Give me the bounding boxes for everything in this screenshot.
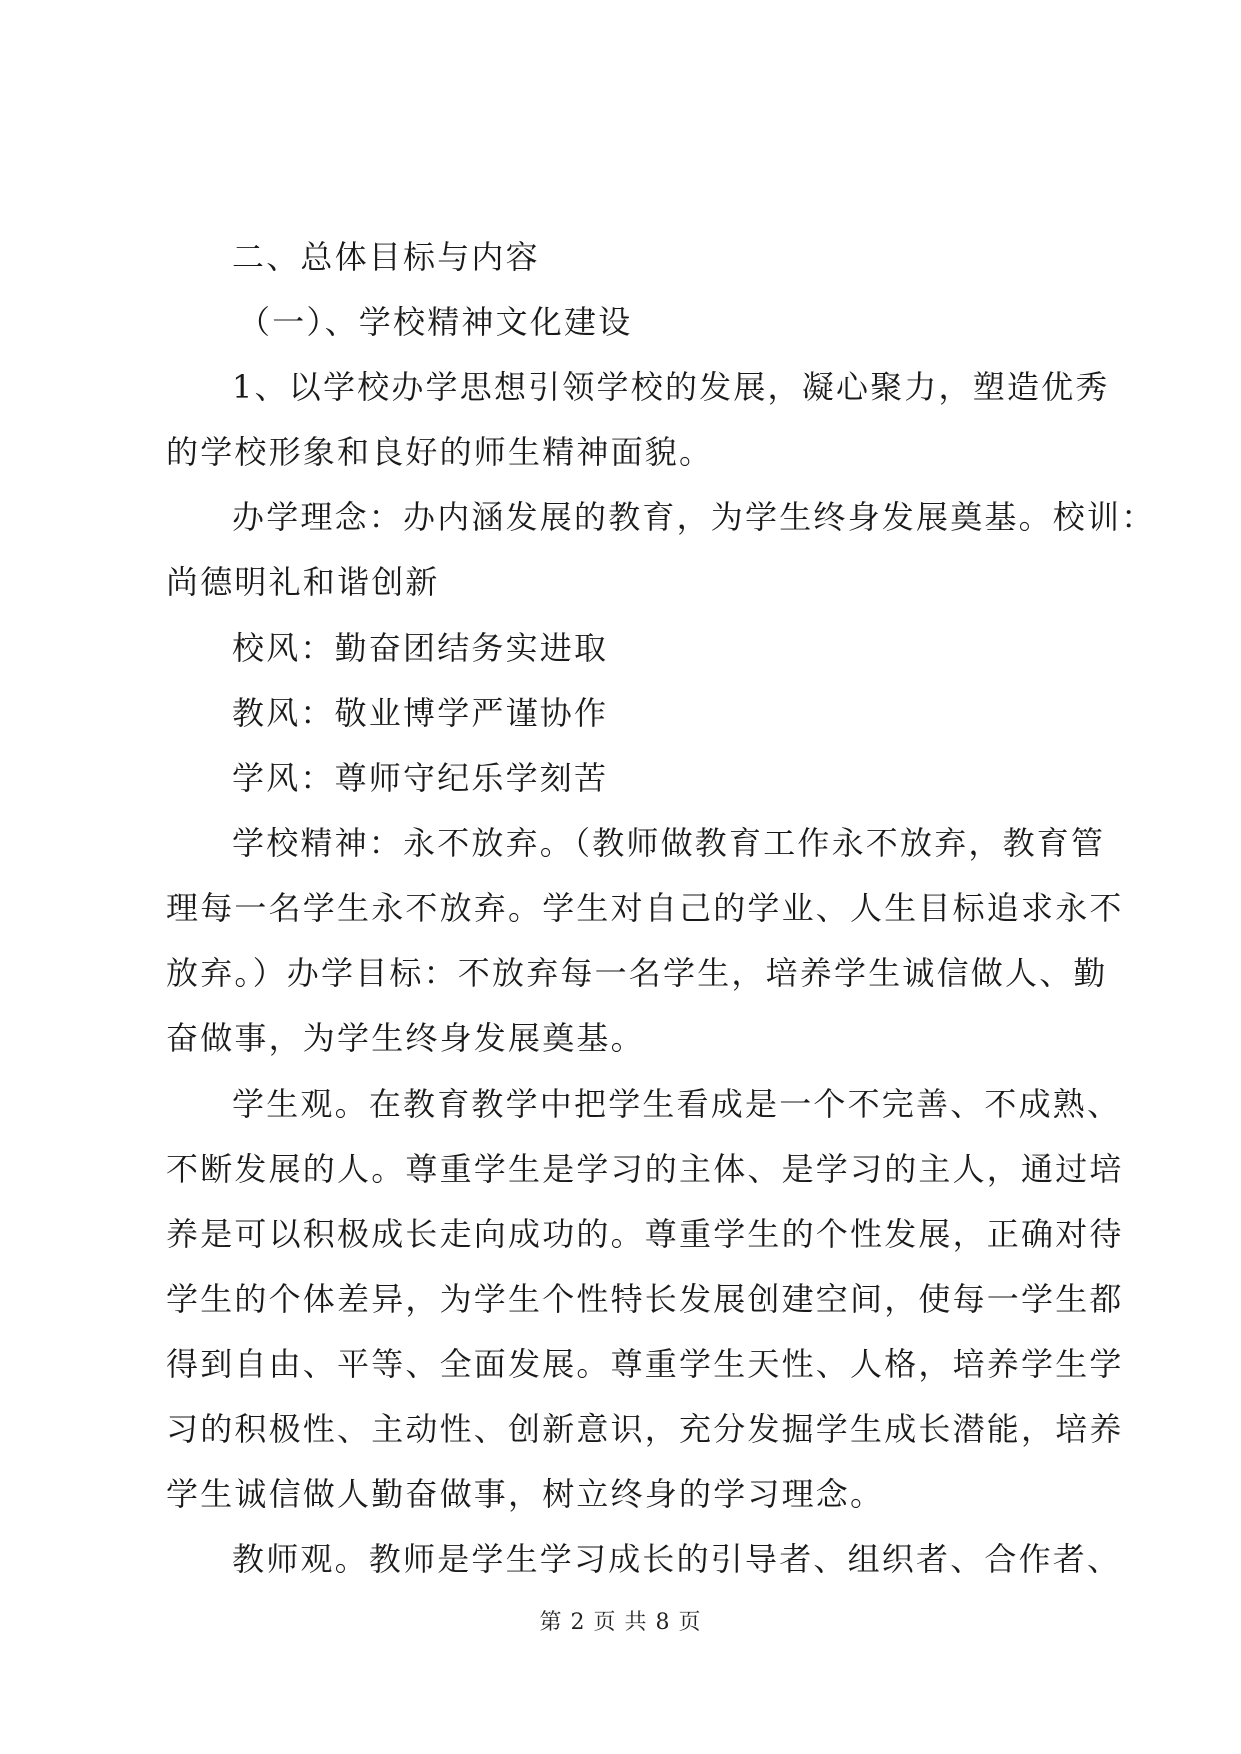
- paragraph-line: 学校精神：永不放弃。（教师做教育工作永不放弃，教育管: [232, 824, 1106, 862]
- paragraph-line: 1、以学校办学思想引领学校的发展，凝心聚力，塑造优秀: [232, 368, 1110, 406]
- paragraph-line: 不断发展的人。尊重学生是学习的主体、是学习的主人，通过培: [166, 1150, 1124, 1188]
- paragraph-line: 得到自由、平等、全面发展。尊重学生天性、人格，培养学生学: [166, 1345, 1124, 1383]
- paragraph-line: 奋做事，为学生终身发展奠基。: [166, 1019, 645, 1057]
- paragraph-line: 教师观。教师是学生学习成长的引导者、组织者、合作者、: [232, 1540, 1122, 1578]
- paragraph-line: 学生观。在教育教学中把学生看成是一个不完善、不成熟、: [232, 1085, 1122, 1123]
- paragraph-line: 养是可以积极成长走向成功的。尊重学生的个性发展，正确对待: [166, 1215, 1124, 1253]
- paragraph-line: 习的积极性、主动性、创新意识，充分发掘学生成长潜能，培养: [166, 1410, 1124, 1448]
- paragraph-line: 校风：勤奋团结务实进取: [232, 629, 609, 667]
- paragraph-line: 理每一名学生永不放弃。学生对自己的学业、人生目标追求永不: [166, 889, 1124, 927]
- paragraph-line: 学生的个体差异，为学生个性特长发展创建空间，使每一学生都: [166, 1280, 1124, 1318]
- page-number-footer: 第 2 页 共 8 页: [539, 1610, 702, 1635]
- paragraph-line: 学风：尊师守纪乐学刻苦: [232, 759, 609, 797]
- paragraph-line: 放弃。）办学目标：不放弃每一名学生，培养学生诚信做人、勤: [166, 954, 1108, 992]
- subsection-heading: （一）、学校精神文化建设: [238, 303, 633, 341]
- paragraph-line: 的学校形象和良好的师生精神面貌。: [166, 433, 714, 471]
- paragraph-line: 教风：敬业博学严谨协作: [232, 694, 609, 732]
- paragraph-line: 尚德明礼和谐创新: [166, 563, 440, 601]
- paragraph-line: 办学理念：办内涵发展的教育，为学生终身发展奠基。校训：: [232, 498, 1156, 536]
- paragraph-line: 学生诚信做人勤奋做事，树立终身的学习理念。: [166, 1475, 885, 1513]
- section-heading: 二、总体目标与内容: [232, 238, 540, 276]
